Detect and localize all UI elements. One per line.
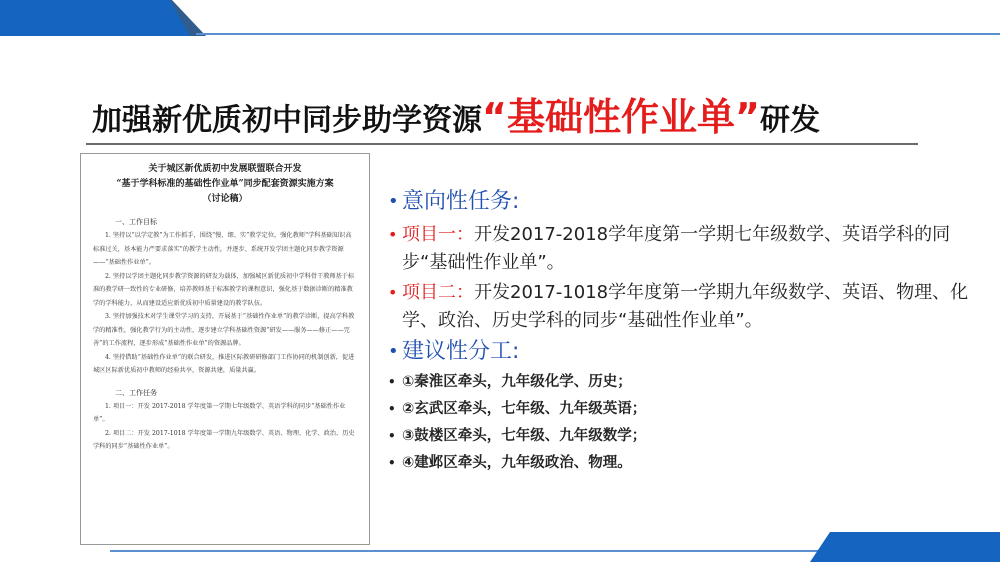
header-suggested-division [388, 335, 988, 369]
project-2-text: 开发2017-1018学年度第一学期九年级数学、英语、物理、化学、政治、历史学科的同步“基础性作业单”。 [402, 282, 969, 331]
document-paragraph: 2. 坚持以学团主题化同步教学资源的研发为载体，加强城区新优质初中学科骨干教师基于标准的教学研一致性的专业研修，培养教师基于标准教学的课程意识，强化基于数据诊断的精准教学的学科能力，从而建设适应新优质初中质量建设的教学队伍。 [93, 272, 355, 307]
document-paragraph: 4. 坚持借助“基础性作业单”的联合研发，推进区际教研研修部门工作协同的机制创新，促进城区区际新优质初中教师的经验共享，资源共建，质量共赢。 [93, 353, 355, 374]
list-item [388, 423, 988, 450]
project-1 [388, 221, 988, 277]
content-panel [388, 185, 988, 477]
header-intended-tasks-label: 意向性任务: [402, 189, 520, 214]
project-2 [388, 279, 988, 335]
bullet-icon: • [388, 429, 396, 443]
bottom-rule [110, 550, 830, 552]
list-item-text: ③鼓楼区牵头，七年级、九年级数学； [402, 428, 647, 444]
document-task-1: 1. 项目一：开发 2017-2018 学年度第一学期七年级数学、英语学科的同步“基础性作业单”。 [93, 402, 346, 423]
list-item [388, 369, 988, 396]
document-paragraph: 1. 坚持以“以学定教”为工作抓手，围绕“慢、细、实”教学定位，强化教师“学科基础知识高标准过关，基本能力严要求落实”的教学主动性，并逐步、系统开发学团主题化同步教学资源——“基础性作业单”。 [93, 232, 352, 266]
bullet-icon: • [388, 402, 396, 416]
bullet-icon: • [388, 456, 396, 470]
top-rule [196, 33, 1000, 35]
slide-title [92, 86, 820, 139]
bullet-icon: • [388, 225, 398, 244]
document-paragraph: 3. 坚持加强技术对学生课堂学习的支持，开展基于“基础性作业单”的教学诊断，提高学科教学的精准性，强化教学行为的主动性，逐步建立学科基础性资源“研发——服务——修正——完善”的工作流程，逐步形成“基础性作业单”的资源品牌。 [93, 313, 355, 347]
project-2-label: 项目二： [402, 282, 474, 303]
list-item-text: ①秦淮区牵头，九年级化学、历史； [402, 374, 632, 390]
list-item [388, 450, 988, 477]
list-item-text: ④建邺区牵头，九年级政治、物理。 [402, 455, 632, 471]
document-heading-line3: （讨论稿） [202, 194, 248, 204]
document-heading-line2: “基于学科标准的基础性作业单”同步配套资源实施方案 [116, 179, 334, 189]
bullet-icon: • [388, 191, 399, 212]
title-highlight: “基础性作业单” [482, 95, 760, 139]
document-task-2: 2. 项目二：开发 2017-1018 学年度第一学期九年级数学、英语、物理、化学、政治、历史学科的同步“基础性作业单”。 [93, 429, 355, 450]
document-heading-line1: 关于城区新优质初中发展联盟联合开发 [148, 164, 302, 174]
title-suffix: 研发 [759, 103, 820, 138]
bullet-icon: • [388, 283, 398, 302]
document-image [80, 153, 370, 545]
list-item [388, 396, 988, 423]
bullet-icon: • [388, 375, 396, 389]
title-underline [86, 143, 918, 145]
header-intended-tasks [388, 185, 988, 219]
project-1-text: 开发2017-2018学年度第一学期七年级数学、英语学科的同步“基础性作业单”。 [402, 224, 951, 273]
list-item-text: ②玄武区牵头，七年级、九年级英语； [402, 401, 647, 417]
title-prefix: 加强新优质初中同步助学资源 [92, 103, 482, 138]
project-1-label: 项目一： [402, 224, 474, 245]
header-suggested-division-label: 建议性分工: [402, 339, 520, 364]
bullet-icon: • [388, 341, 399, 362]
corner-decoration-bottom-right [810, 532, 1000, 562]
document-section-1: 一、工作目标 [115, 218, 157, 226]
document-section-2: 二、工作任务 [115, 388, 157, 397]
corner-decoration-top-left [0, 0, 190, 36]
